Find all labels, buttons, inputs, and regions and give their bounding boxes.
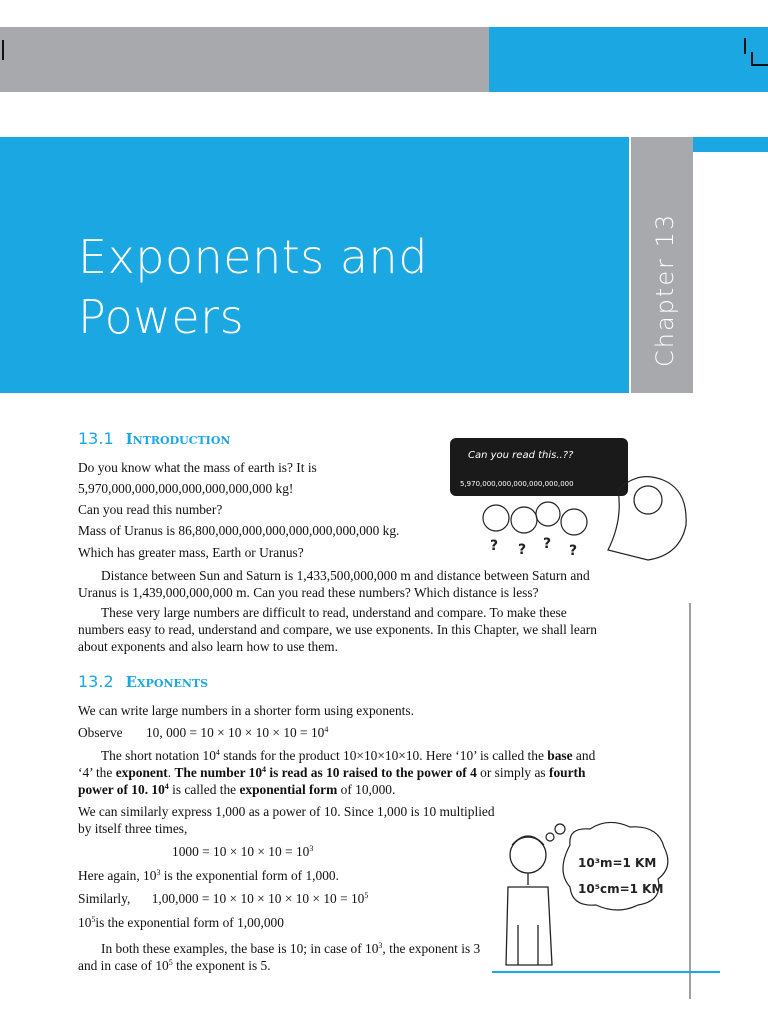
text-run: of 10,000. (337, 782, 396, 797)
svg-text:?: ? (490, 538, 499, 554)
exponent: 4 (324, 725, 329, 734)
intro-line: Do you know what the mass of earth is? It is (78, 460, 317, 475)
equation-text: 1,00,000 = 10 × 10 × 10 × 10 × 10 = 10 (151, 891, 365, 906)
chapter-number-label: Chapter 13 (651, 212, 679, 367)
text-run: the exponent is 5. (172, 958, 271, 973)
intro-line: Which has greater mass, Earth or Uranus? (78, 545, 304, 560)
text-run: , the exponent is 3 and in case of 10 (78, 941, 481, 973)
illustration-thinking-boy (498, 815, 673, 975)
intro-line: Mass of Uranus is 86,800,000,000,000,000,000,000,000 kg. (78, 523, 400, 538)
text-run: is called the (168, 782, 240, 797)
text-run: is the exponential form of 1,000. (160, 868, 339, 883)
exponent: 3 (378, 941, 383, 950)
text-run: stands for the product 10×10×10×10. Here ‘10’ is called the (219, 748, 548, 763)
illustration-reading-board (448, 430, 698, 565)
crop-mark-right (751, 64, 768, 66)
paragraph-similar: We can similarly express 1,000 as a power of 10. Since 1,000 is 10 multiplied by itself three times, (78, 804, 495, 836)
paragraph-large-numbers: These very large numbers are difficult to read, understand and compare. To make these numbers easy to read, understand and compare, we use exponents. In this Chapter, we shall learn about exponents and also learn how to use them. (78, 605, 597, 654)
exponent: 3 (156, 868, 161, 877)
margin-rule-vertical (689, 603, 691, 999)
equation-1000 (172, 843, 313, 860)
section-number: 13.2 (78, 672, 114, 691)
exponent: 5 (364, 891, 369, 900)
text-run: or simply as (476, 765, 549, 780)
paragraph-notation (78, 747, 610, 798)
svg-text:?: ? (543, 536, 552, 552)
exponent: 4 (164, 782, 169, 791)
section-heading-introduction (78, 429, 230, 448)
board-number: 5,970,000,000,000,000,000,000 (460, 480, 574, 488)
paragraph-distance: Distance between Sun and Saturn is 1,433,500,000,000 m and distance between Saturn and Uranus is 1,439,000,000,000 m. Can you read these numbers? Which distance is less? (78, 568, 590, 600)
exponent: 4 (262, 765, 267, 774)
boy-figure (506, 836, 552, 965)
similarly-label: Similarly, (78, 891, 131, 906)
term-base: base (547, 748, 573, 763)
svg-text:?: ? (518, 542, 527, 558)
exponent: 5 (91, 915, 96, 924)
svg-text:?: ? (569, 543, 578, 559)
section-title: Exponents (125, 673, 209, 691)
intro-line: Can you read this number? (78, 502, 223, 517)
bold-run: fourth power of 10. 10 (78, 765, 586, 797)
chapter-tab (629, 137, 693, 393)
observe-label: Observe (78, 725, 123, 740)
text-run: and ‘4’ the (78, 748, 596, 780)
bold-run: is read as 10 raised to the power of 4 (266, 765, 477, 780)
header-gray-bar (0, 27, 489, 92)
observe-expression: 10, 000 = 10 × 10 × 10 × 10 = 10 (145, 725, 325, 740)
paragraph-both-examples (78, 940, 498, 974)
crop-mark-left (2, 40, 4, 60)
exponent: 4 (215, 748, 220, 757)
exponent: 3 (309, 844, 314, 853)
text-run: 10 (78, 915, 92, 930)
crop-mark-right (744, 38, 746, 54)
bold-run: The number 10 (174, 765, 263, 780)
thought-line-1: 10³m=1 KM (578, 856, 657, 870)
header-blue-bar (489, 27, 768, 92)
text-run: Here again, 10 (78, 868, 157, 883)
observe-line (78, 724, 328, 741)
exponents-intro: We can write large numbers in a shorter form using exponents. (78, 703, 414, 718)
section-heading-exponents (78, 672, 208, 691)
text-run: . (167, 765, 175, 780)
intro-line: 5,970,000,000,000,000,000,000,000 kg! (78, 481, 294, 496)
section-number: 13.1 (78, 429, 114, 448)
equation-text: 1000 = 10 × 10 × 10 = 10 (172, 844, 310, 859)
term-exponential-form: exponential form (239, 782, 338, 797)
margin-rule-horizontal (492, 971, 720, 973)
section-title: Introduction (125, 430, 231, 448)
question-marks (490, 536, 577, 559)
board-heading: Can you read this..?? (468, 450, 574, 461)
term-exponent: exponent (115, 765, 168, 780)
text-run: In both these examples, the base is 10; in case of 10 (101, 941, 379, 956)
thought-line-2: 10⁵cm=1 KM (578, 882, 664, 896)
text-run: is the exponential form of 1,00,000 (95, 915, 284, 930)
text-run: The short notation 10 (101, 748, 216, 763)
here-again-line (78, 867, 339, 884)
chapter-title: Exponents and Powers (78, 230, 428, 344)
exponential-form-line (78, 914, 284, 931)
similarly-line (78, 890, 368, 907)
exponent: 5 (168, 958, 173, 967)
